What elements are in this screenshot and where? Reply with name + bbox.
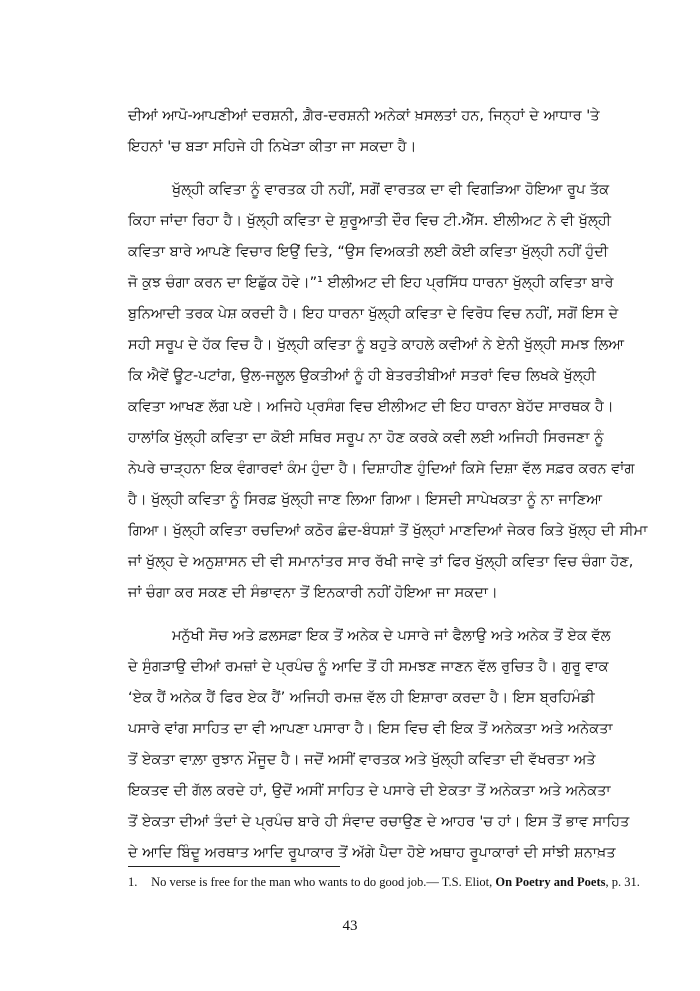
paragraph bbox=[128, 621, 630, 869]
text-line: ਕਵਿਤਾ ਆਖਣ ਲੱਗ ਪਏ। ਅਜਿਹੇ ਪ੍ਰਸੰਗ ਵਿਚ ਈਲੀਅਟ ਦੀ ਇਹ ਧਾਰਨਾ ਬੇਹੱਦ ਸਾਰਥਕ ਹੈ। bbox=[128, 399, 614, 415]
text-line: ਤੋਂ ਏਕਤਾ ਵਾਲ਼ਾ ਰੁਝਾਨ ਮੌਜੂਦ ਹੈ। ਜਦੋਂ ਅਸੀਂ ਵਾਰਤਕ ਅਤੇ ਖੁੱਲ੍ਹੀ ਕਵਿਤਾ ਦੀ ਵੱਖਰਤਾ ਅਤੇ bbox=[128, 752, 596, 768]
text-line: ਦੇ ਸੁੰਗੜਾਉ ਦੀਆਂ ਰਮਜ਼ਾਂ ਦੇ ਪ੍ਰਪੰਚ ਨੂੰ ਆਦਿ ਤੋਂ ਹੀ ਸਮਝਣ ਜਾਣਨ ਵੱਲ ਰੁਚਿਤ ਹੈ। ਗੁਰੂ ਵਾਕ bbox=[128, 659, 609, 675]
page-number: 43 bbox=[342, 918, 358, 934]
text-line: ਮਨੁੱਖੀ ਸੋਚ ਅਤੇ ਫ਼ਲਸਫ਼ਾ ਇਕ ਤੋਂ ਅਨੇਕ ਦੇ ਪਸਾਰੇ ਜਾਂ ਫੈਲਾਉ ਅਤੇ ਅਨੇਕ ਤੋਂ ਏਕ ਵੱਲ bbox=[172, 628, 611, 644]
footnote-divider bbox=[128, 866, 340, 867]
text-line: ਕਿਹਾ ਜਾਂਦਾ ਰਿਹਾ ਹੈ। ਖੁੱਲ੍ਹੀ ਕਵਿਤਾ ਦੇ ਸ਼ੁਰੂਆਤੀ ਦੌਰ ਵਿਚ ਟੀ.ਐੱਸ. ਈਲੀਅਟ ਨੇ ਵੀ ਖੁੱਲ੍ਹੀ bbox=[128, 213, 612, 229]
text-line: ਕਿ ਐਵੇਂ ਊਟ-ਪਟਾਂਗ, ਉਲ-ਜਲੂਲ ਉਕਤੀਆਂ ਨੂੰ ਹੀ ਬੇਤਰਤੀਬੀਆਂ ਸਤਰਾਂ ਵਿਚ ਲਿਖਕੇ ਖੁੱਲ੍ਹੀ bbox=[128, 368, 596, 384]
text-line: ਤੋਂ ਏਕਤਾ ਦੀਆਂ ਤੰਦਾਂ ਦੇ ਪ੍ਰਪੰਚ ਬਾਰੇ ਹੀ ਸੰਵਾਦ ਰਚਾਉਣ ਦੇ ਆਹਰ 'ਚ ਹਾਂ। ਇਸ ਤੋਂ ਭਾਵ ਸਾਹਿਤ bbox=[128, 814, 630, 830]
paragraph bbox=[128, 175, 648, 609]
text-line: ਜਾਂ ਚੰਗਾ ਕਰ ਸਕਣ ਦੀ ਸੰਭਾਵਨਾ ਤੋਂ ਇਨਕਾਰੀ ਨਹੀਂ ਹੋਇਆ ਜਾ ਸਕਦਾ। bbox=[128, 585, 498, 601]
footnote-page-ref: , p. 31. bbox=[605, 875, 640, 889]
text-line: ਜੋ ਕੁਝ ਚੰਗਾ ਕਰਨ ਦਾ ਇਛੁੱਕ ਹੋਵੇ।”¹ ਈਲੀਅਟ ਦੀ ਇਹ ਪ੍ਰਸਿੱਧ ਧਾਰਨਾ ਖੁੱਲ੍ਹੀ ਕਵਿਤਾ ਬਾਰੇ bbox=[128, 275, 614, 291]
text-line: ਨੇਪਰੇ ਚਾੜ੍ਹਨਾ ਇਕ ਵੰਗਾਰਵਾਂ ਕੰਮ ਹੁੰਦਾ ਹੈ। ਦਿਸ਼ਾਹੀਣ ਹੁੰਦਿਆਂ ਕਿਸੇ ਦਿਸ਼ਾ ਵੱਲ ਸਫ਼ਰ ਕਰਨ ਵਾਂਗ bbox=[128, 461, 635, 477]
text-line: ਜਾਂ ਖੁੱਲ੍ਹ ਦੇ ਅਨੁਸ਼ਾਸਨ ਦੀ ਵੀ ਸਮਾਨਾਂਤਰ ਸਾਰ ਰੱਖੀ ਜਾਵੇ ਤਾਂ ਫਿਰ ਖੁੱਲ੍ਹੀ ਕਵਿਤਾ ਵਿਚ ਚੰਗਾ ਹੋਣ, bbox=[128, 554, 634, 570]
text-line: ਦੇ ਆਦਿ ਬਿੰਦੂ ਅਰਥਾਤ ਆਦਿ ਰੂਪਾਕਾਰ ਤੋਂ ਅੱਗੇ ਪੈਦਾ ਹੋਏ ਅਥਾਹ ਰੂਪਾਕਾਰਾਂ ਦੀ ਸਾਂਝੀ ਸ਼ਨਾਖ਼ਤ bbox=[128, 845, 616, 861]
text-line: ਹਾਲਾਂਕਿ ਖੁੱਲ੍ਹੀ ਕਵਿਤਾ ਦਾ ਕੋਈ ਸਥਿਰ ਸਰੂਪ ਨਾ ਹੋਣ ਕਰਕੇ ਕਵੀ ਲਈ ਅਜਿਹੀ ਸਿਰਜਣਾ ਨੂੰ bbox=[128, 430, 604, 446]
text-line: ਬੁਨਿਆਦੀ ਤਰਕ ਪੇਸ਼ ਕਰਦੀ ਹੈ। ਇਹ ਧਾਰਨਾ ਖੁੱਲ੍ਹੀ ਕਵਿਤਾ ਦੇ ਵਿਰੋਧ ਵਿਚ ਨਹੀਂ, ਸਗੋਂ ਇਸ ਦੇ bbox=[128, 306, 619, 322]
text-line: ਕਵਿਤਾ ਬਾਰੇ ਆਪਣੇ ਵਿਚਾਰ ਇਉਂ ਦਿਤੇ, “ਉਸ ਵਿਅਕਤੀ ਲਈ ਕੋਈ ਕਵਿਤਾ ਖੁੱਲ੍ਹੀ ਨਹੀਂ ਹੁੰਦੀ bbox=[128, 244, 609, 260]
footnote-number: 1. bbox=[128, 875, 138, 889]
paragraph bbox=[128, 101, 600, 163]
text-line: ਗਿਆ। ਖੁੱਲ੍ਹੀ ਕਵਿਤਾ ਰਚਦਿਆਂ ਕਠੋਰ ਛੰਦ-ਬੰਧਸ਼ਾਂ ਤੋਂ ਖੁੱਲ੍ਹਾਂ ਮਾਣਦਿਆਂ ਜੇਕਰ ਕਿਤੇ ਖੁੱਲ੍ਹ ਦੀ ਸੀਮਾ bbox=[128, 523, 648, 539]
footnote-text: No verse is free for the man who wants to do good job.— T.S. Eliot, bbox=[151, 875, 496, 889]
text-line: ‘ਏਕ ਹੈਂ ਅਨੇਕ ਹੈਂ ਫਿਰ ਏਕ ਹੈਂ’ ਅਜਿਹੀ ਰਮਜ਼ ਵੱਲ ਹੀ ਇਸ਼ਾਰਾ ਕਰਦਾ ਹੈ। ਇਸ ਬ੍ਰਹਿਮੰਡੀ bbox=[128, 690, 595, 706]
text-line: ਇਕਤਵ ਦੀ ਗੱਲ ਕਰਦੇ ਹਾਂ, ਉਦੋਂ ਅਸੀਂ ਸਾਹਿਤ ਦੇ ਪਸਾਰੇ ਦੀ ਏਕਤਾ ਤੋਂ ਅਨੇਕਤਾ ਅਤੇ ਅਨੇਕਤਾ bbox=[128, 783, 611, 799]
text-line: ਦੀਆਂ ਆਪੋ-ਆਪਣੀਆਂ ਦਰਸ਼ਨੀ, ਗ਼ੈਰ-ਦਰਸ਼ਨੀ ਅਨੇਕਾਂ ਖ਼ਸਲਤਾਂ ਹਨ, ਜਿਨ੍ਹਾਂ ਦੇ ਆਧਾਰ 'ਤੇ bbox=[128, 108, 600, 124]
text-line: ਇਹਨਾਂ 'ਚ ਬੜਾ ਸਹਿਜੇ ਹੀ ਨਿਖੇੜਾ ਕੀਤਾ ਜਾ ਸਕਦਾ ਹੈ। bbox=[128, 139, 417, 155]
text-line: ਹੈ। ਖੁੱਲ੍ਹੀ ਕਵਿਤਾ ਨੂੰ ਸਿਰਫ਼ ਖੁੱਲ੍ਹੀ ਜਾਣ ਲਿਆ ਗਿਆ। ਇਸਦੀ ਸਾਪੇਖਕਤਾ ਨੂੰ ਨਾ ਜਾਣਿਆ bbox=[128, 492, 603, 508]
text-line: ਸਹੀ ਸਰੂਪ ਦੇ ਹੱਕ ਵਿਚ ਹੈ। ਖੁੱਲ੍ਹੀ ਕਵਿਤਾ ਨੂੰ ਬਹੁਤੇ ਕਾਹਲੇ ਕਵੀਆਂ ਨੇ ਏਨੀ ਖੁੱਲ੍ਹੀ ਸਮਝ ਲਿਆ bbox=[128, 337, 625, 353]
footnote bbox=[128, 874, 640, 890]
body-text bbox=[128, 101, 648, 869]
text-line: ਖੁੱਲ੍ਹੀ ਕਵਿਤਾ ਨੂੰ ਵਾਰਤਕ ਹੀ ਨਹੀਂ, ਸਗੋਂ ਵਾਰਤਕ ਦਾ ਵੀ ਵਿਗੜਿਆ ਹੋਇਆ ਰੂਪ ਤੱਕ bbox=[172, 182, 610, 198]
footnote-book-title: On Poetry and Poets bbox=[495, 875, 606, 889]
text-line: ਪਸਾਰੇ ਵਾਂਗ ਸਾਹਿਤ ਦਾ ਵੀ ਆਪਣਾ ਪਸਾਰਾ ਹੈ। ਇਸ ਵਿਚ ਵੀ ਇਕ ਤੋਂ ਅਨੇਕਤਾ ਅਤੇ ਅਨੇਕਤਾ bbox=[128, 721, 613, 737]
